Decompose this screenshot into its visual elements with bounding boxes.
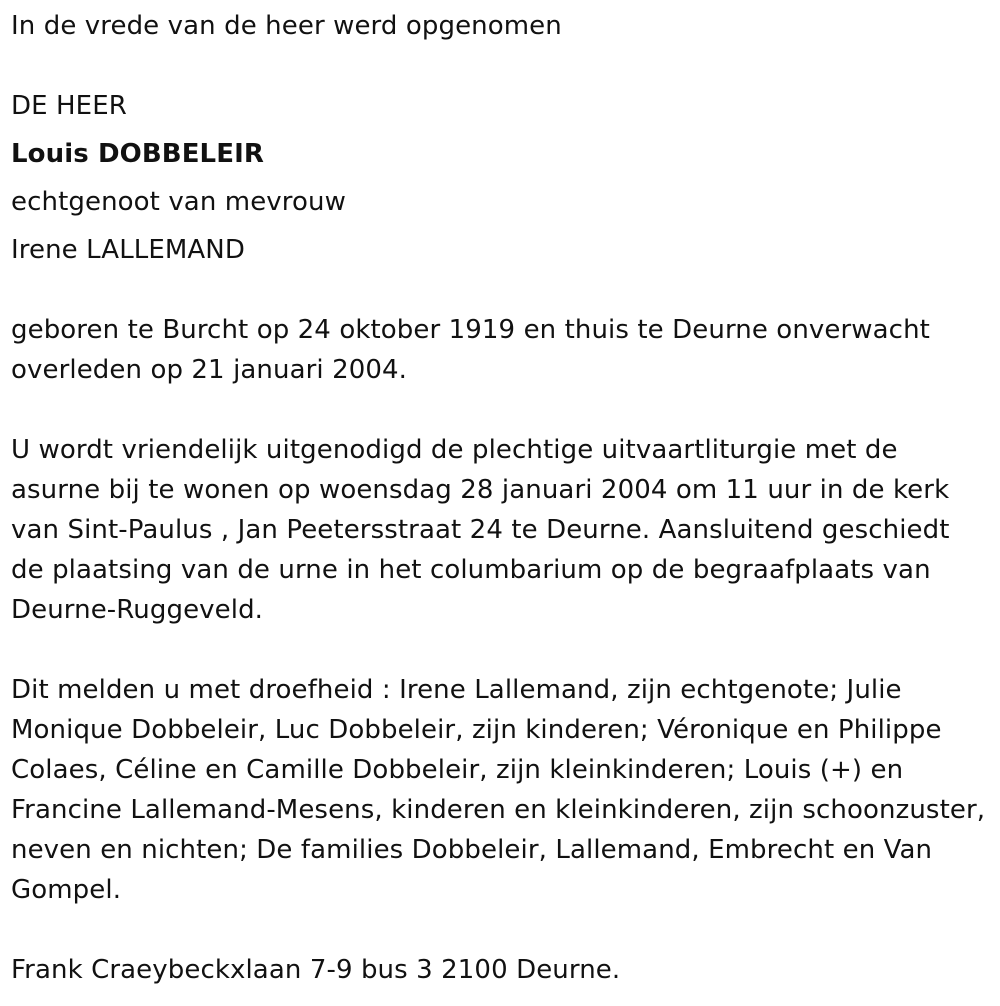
- family-line: Colaes, Céline en Camille Dobbeleir, zijn kleinkinderen; Louis (+) en: [11, 755, 904, 785]
- address-text: Frank Craeybeckxlaan 7-9 bus 3 2100 Deurne.: [11, 955, 621, 985]
- deceased-name: Louis DOBBELEIR: [11, 139, 264, 169]
- honorific: DE HEER: [11, 91, 127, 121]
- birth-death-line: overleden op 21 januari 2004.: [11, 355, 408, 385]
- family-line: Francine Lallemand-Mesens, kinderen en kleinkinderen, zijn schoonzuster,: [11, 795, 986, 825]
- intro-text: In de vrede van de heer werd opgenomen: [11, 11, 562, 41]
- spouse-name: Irene LALLEMAND: [11, 235, 245, 265]
- invitation-line: Deurne-Ruggeveld.: [11, 595, 264, 625]
- spouse-label: echtgenoot van mevrouw: [11, 187, 346, 217]
- family-line: Dit melden u met droefheid : Irene Lallemand, zijn echtgenote; Julie: [11, 675, 902, 705]
- family-line: Gompel.: [11, 875, 122, 905]
- family-line: neven en nichten; De families Dobbeleir, Lallemand, Embrecht en Van: [11, 835, 933, 865]
- invitation-line: de plaatsing van de urne in het columbarium op de begraafplaats van: [11, 555, 931, 585]
- invitation-line: van Sint-Paulus , Jan Peetersstraat 24 te Deurne. Aansluitend geschiedt: [11, 515, 950, 545]
- family-line: Monique Dobbeleir, Luc Dobbeleir, zijn kinderen; Véronique en Philippe: [11, 715, 942, 745]
- invitation-line: asurne bij te wonen op woensdag 28 januari 2004 om 11 uur in de kerk: [11, 475, 950, 505]
- birth-death-line: geboren te Burcht op 24 oktober 1919 en thuis te Deurne onverwacht: [11, 315, 930, 345]
- invitation-line: U wordt vriendelijk uitgenodigd de plechtige uitvaartliturgie met de: [11, 435, 898, 465]
